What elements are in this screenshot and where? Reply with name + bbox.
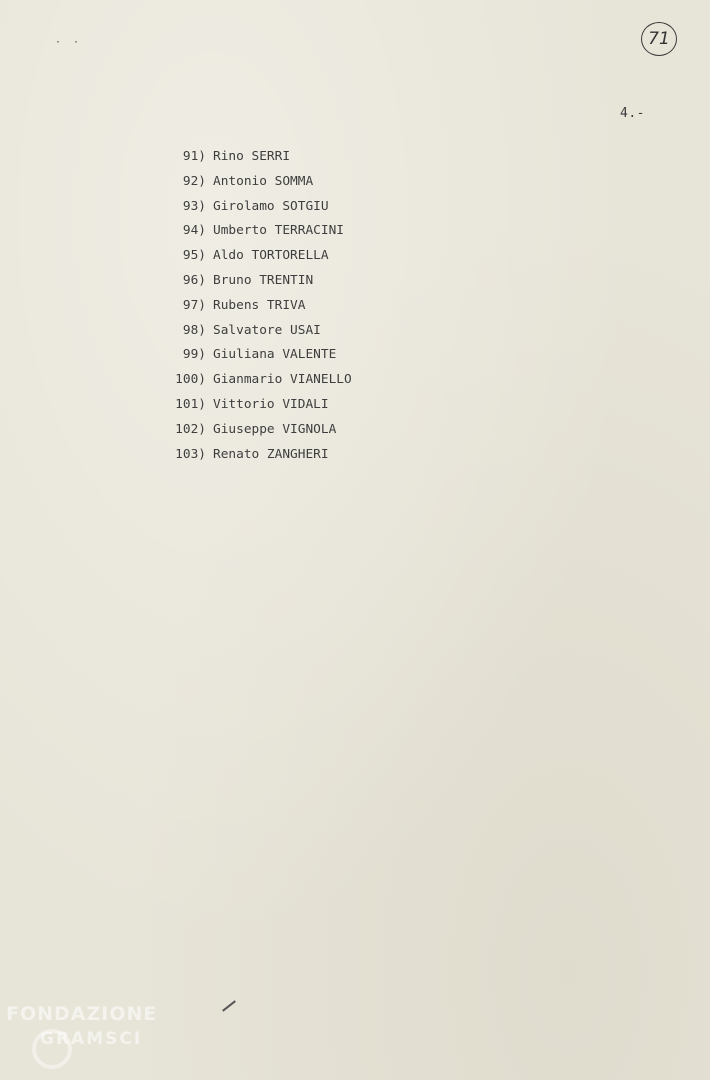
item-number: 98)	[182, 322, 206, 338]
list-item	[0, 418, 710, 443]
list-item	[0, 145, 710, 170]
item-name: Bruno TRENTIN	[213, 272, 314, 288]
list-item	[0, 195, 710, 220]
item-name: Umberto TERRACINI	[213, 223, 344, 239]
item-number: 101)	[175, 396, 206, 412]
item-number: 100)	[175, 372, 206, 388]
archive-number: 71	[648, 29, 670, 49]
list-item	[0, 319, 710, 344]
item-number: 102)	[175, 421, 206, 437]
list-item	[0, 393, 710, 418]
item-name: Salvatore USAI	[213, 322, 321, 338]
sheet-number: 4.-	[620, 106, 645, 121]
list-item	[0, 343, 710, 368]
list-item	[0, 294, 710, 319]
item-name: Gianmario VIANELLO	[213, 372, 352, 388]
item-number: 94)	[182, 223, 206, 239]
item-number: 93)	[182, 198, 206, 214]
name-list	[0, 145, 710, 467]
item-number: 92)	[182, 173, 206, 189]
list-item	[0, 443, 710, 468]
item-number: 103)	[175, 446, 206, 462]
watermark-logo	[6, 1003, 186, 1073]
item-name: Giuliana VALENTE	[213, 347, 337, 363]
item-name: Rino SERRI	[213, 149, 291, 164]
corner-marks: · ·	[55, 37, 83, 48]
item-name: Renato ZANGHERI	[213, 446, 329, 462]
item-number: 91)	[182, 149, 206, 164]
item-name: Giuseppe VIGNOLA	[213, 421, 337, 437]
archive-number-stamp	[641, 22, 677, 56]
item-name: Rubens TRIVA	[213, 297, 306, 313]
item-name: Vittorio VIDALI	[213, 396, 329, 412]
list-item	[0, 219, 710, 244]
list-item	[0, 368, 710, 393]
watermark-line1: FONDAZIONE	[6, 1003, 158, 1025]
item-number: 97)	[182, 297, 206, 313]
item-name: Antonio SOMMA	[213, 173, 314, 189]
list-item	[0, 269, 710, 294]
item-name: Girolamo SOTGIU	[213, 198, 329, 214]
watermark-line2: GRAMSCI	[40, 1029, 143, 1049]
item-number: 96)	[182, 272, 206, 288]
item-name: Aldo TORTORELLA	[213, 248, 329, 264]
pen-mark	[222, 1000, 236, 1011]
list-item	[0, 244, 710, 269]
item-number: 95)	[182, 248, 206, 264]
item-number: 99)	[182, 347, 206, 363]
list-item	[0, 170, 710, 195]
